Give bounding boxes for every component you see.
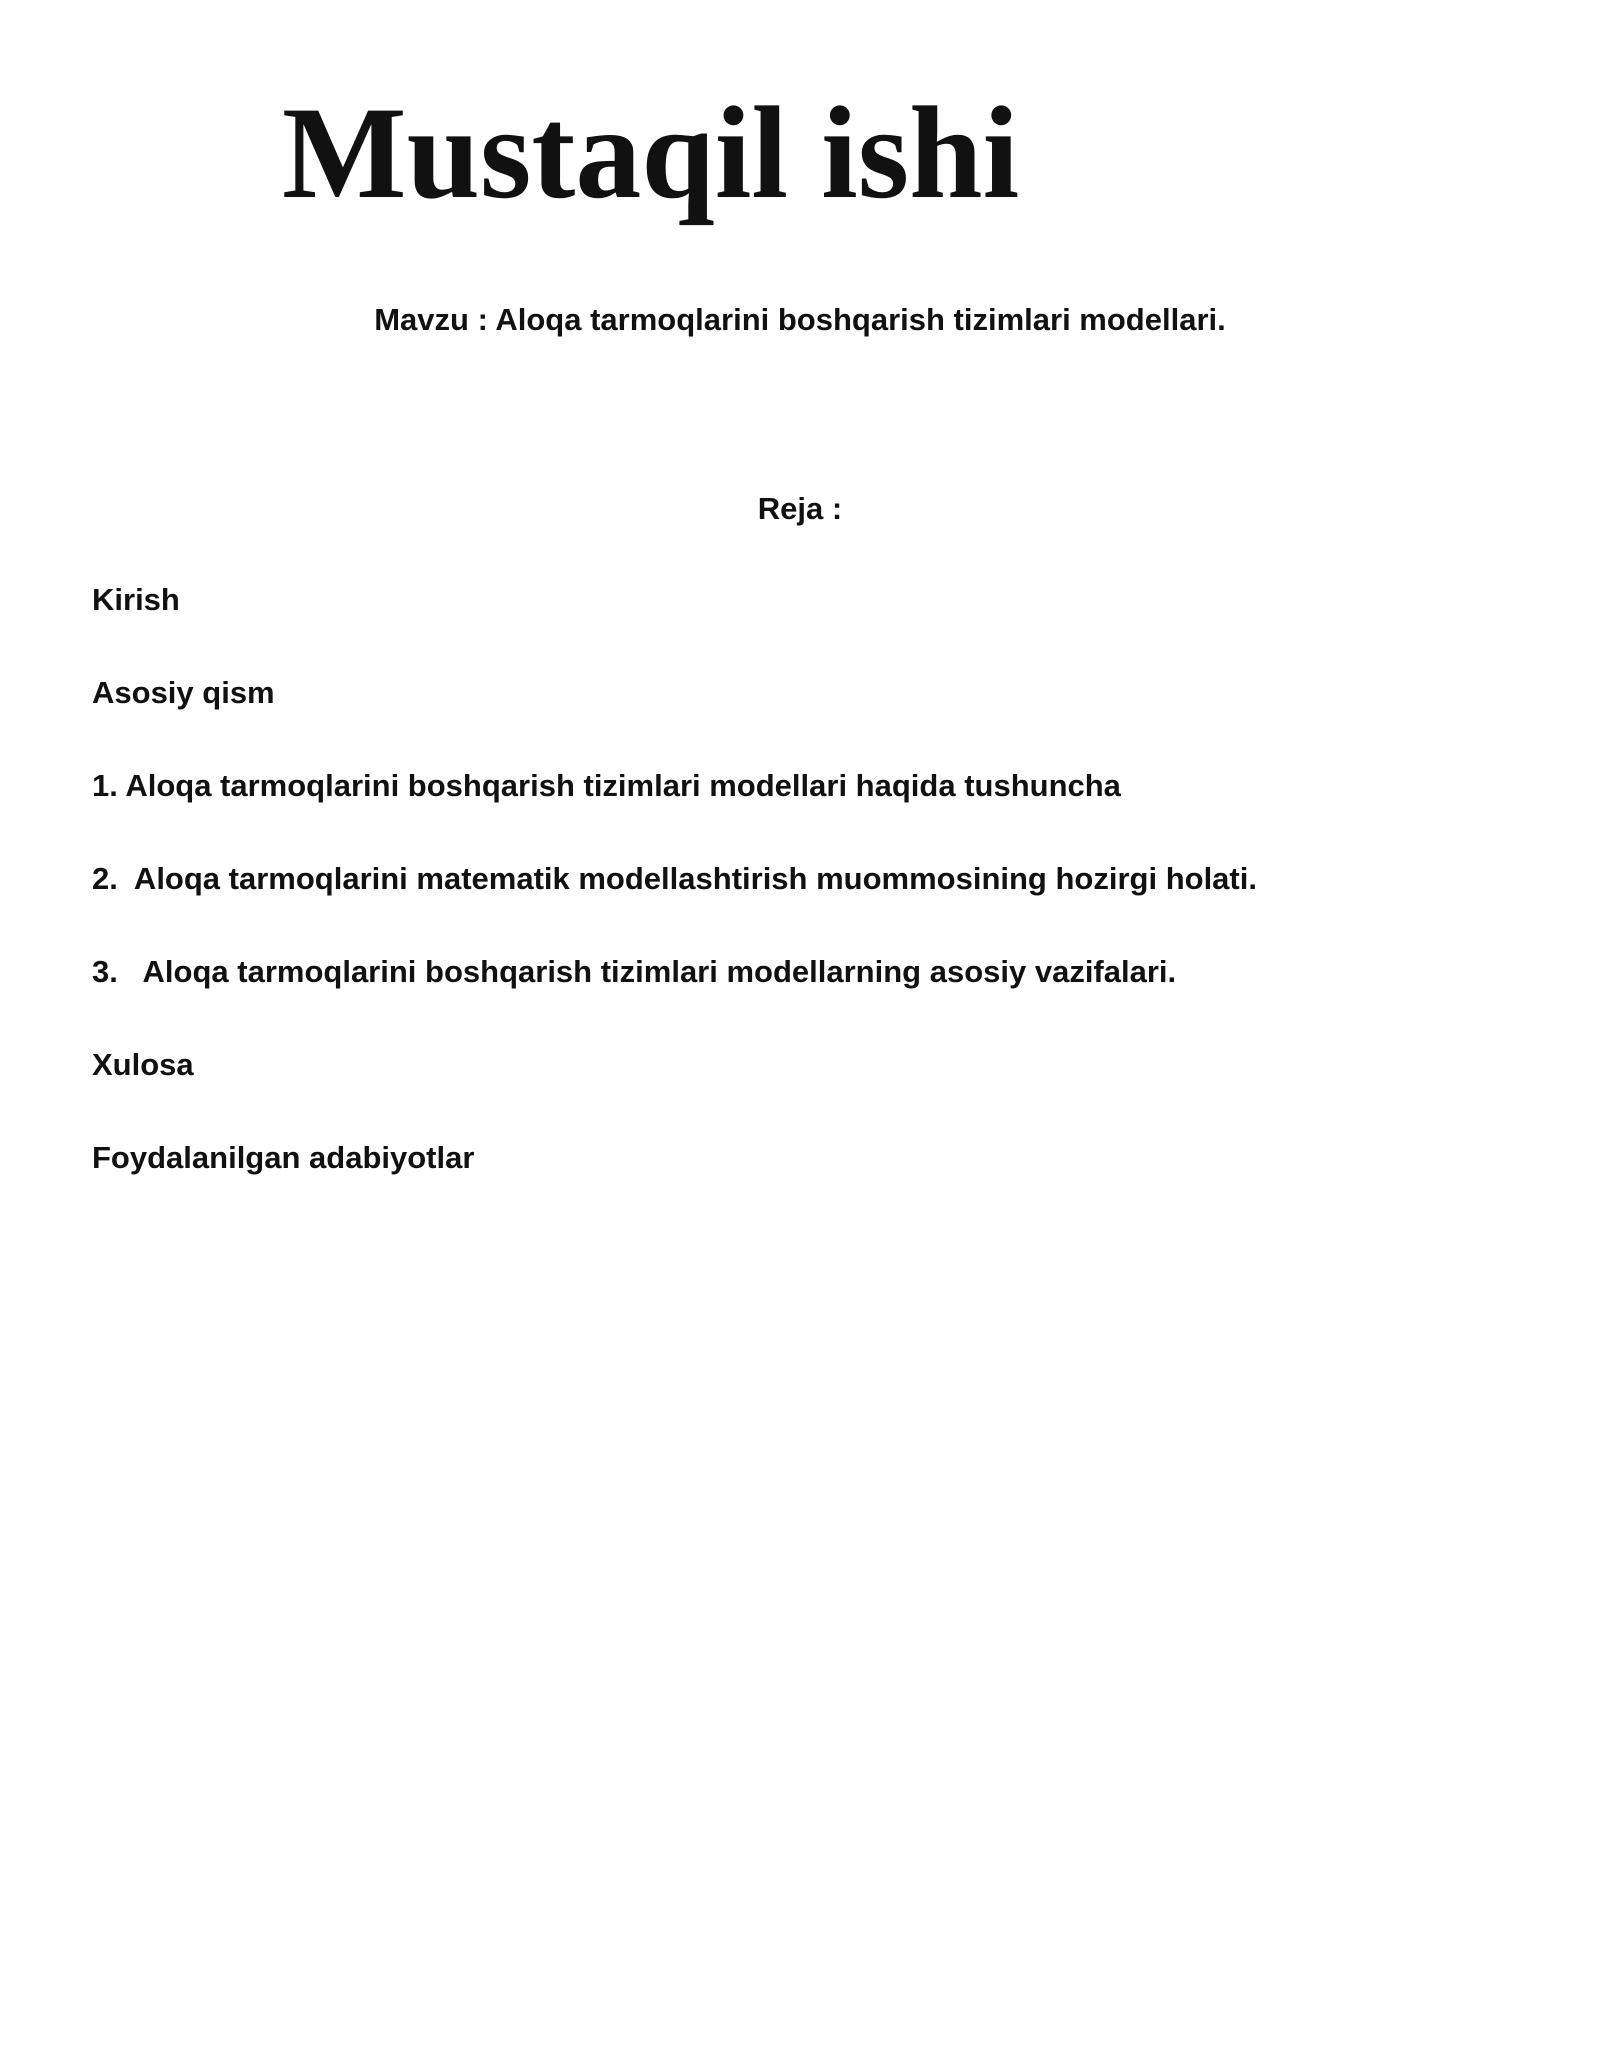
document-title: Mustaqil ishi xyxy=(282,79,1020,226)
plan-item-main-part: Asosiy qism xyxy=(92,675,275,710)
plan-item-section-3: 3. Aloqa tarmoqlarini boshqarish tizimlari modellarning asosiy vazifalari. xyxy=(92,954,1177,989)
plan-heading: Reja : xyxy=(757,491,843,526)
plan-list xyxy=(92,578,1257,1229)
plan-item-section-2: 2. Aloqa tarmoqlarini matematik modellashtirish muommosining hozirgi holati. xyxy=(92,861,1257,896)
plan-item-references: Foydalanilgan adabiyotlar xyxy=(92,1140,475,1175)
document-subject: Mavzu : Aloqa tarmoqlarini boshqarish tizimlari modellari. xyxy=(374,302,1226,337)
plan-item-conclusion: Xulosa xyxy=(92,1047,194,1082)
plan-item-section-1: 1. Aloqa tarmoqlarini boshqarish tizimlari modellari haqida tushuncha xyxy=(92,768,1121,803)
plan-item-introduction: Kirish xyxy=(92,582,180,617)
